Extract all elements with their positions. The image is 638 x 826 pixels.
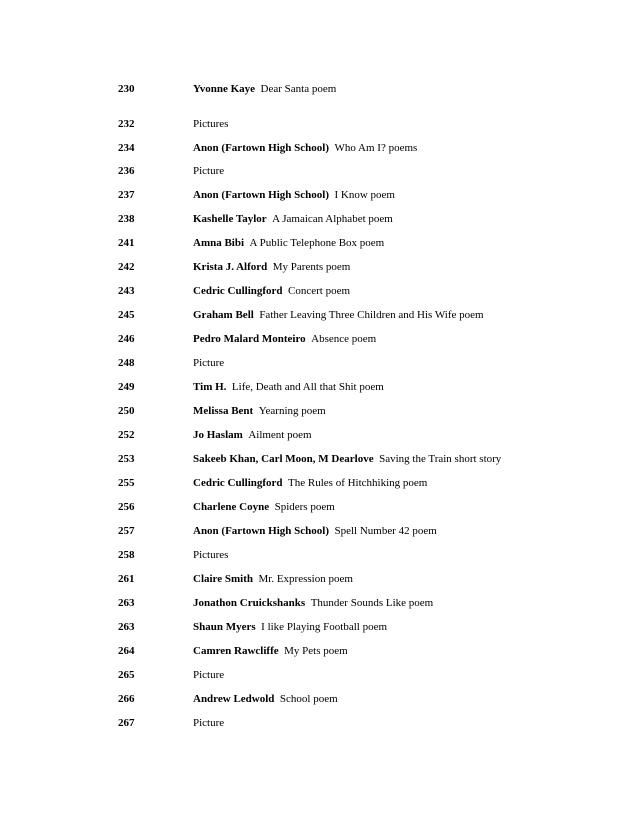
entry-title: Picture [193, 717, 225, 729]
entry-title: Life, Death and All that Shit poem [231, 381, 384, 393]
contents-entry [0, 81, 638, 97]
entry-author: Anon (Fartown High School) [193, 142, 329, 154]
page-number: 256 [118, 501, 135, 513]
entry-text [193, 643, 348, 659]
page-number: 265 [118, 669, 135, 681]
page-number: 232 [118, 118, 135, 130]
entry-title: Thunder Sounds Like poem [310, 597, 434, 609]
entry-text [193, 451, 501, 467]
entry-text [193, 499, 335, 515]
contents-entry [0, 619, 638, 635]
entry-text [193, 427, 312, 443]
entry-text [193, 235, 384, 251]
entry-title: Spiders poem [274, 501, 335, 513]
entry-text [193, 259, 350, 275]
entry-text [193, 187, 395, 203]
contents-entry [0, 499, 638, 515]
entry-title: Mr. Expression poem [258, 573, 353, 585]
contents-entry [0, 140, 638, 156]
entry-author: Charlene Coyne [193, 501, 270, 513]
page-number: 230 [118, 83, 135, 95]
page-number: 263 [118, 597, 135, 609]
entry-author: Anon (Fartown High School) [193, 189, 329, 201]
entry-text [193, 163, 224, 179]
entry-title: Pictures [193, 549, 229, 561]
contents-entry [0, 451, 638, 467]
page-number: 241 [118, 237, 135, 249]
contents-entry [0, 116, 638, 132]
contents-entry [0, 571, 638, 587]
entry-author: Andrew Ledwold [193, 693, 275, 705]
contents-entry [0, 283, 638, 299]
entry-text [193, 307, 484, 323]
page-number: 255 [118, 477, 135, 489]
entry-author: Kashelle Taylor [193, 213, 267, 225]
contents-entry [0, 523, 638, 539]
entry-title: Spell Number 42 poem [334, 525, 437, 537]
page-number: 248 [118, 357, 135, 369]
entry-author: Jo Haslam [193, 429, 243, 441]
contents-entry [0, 187, 638, 203]
entry-author: Claire Smith [193, 573, 253, 585]
contents-entry [0, 163, 638, 179]
page-number: 261 [118, 573, 135, 585]
entry-author: Anon (Fartown High School) [193, 525, 329, 537]
entry-author: Jonathon Cruickshanks [193, 597, 306, 609]
entry-text [193, 571, 353, 587]
contents-entry [0, 475, 638, 491]
entry-title: Picture [193, 165, 225, 177]
contents-entry [0, 259, 638, 275]
contents-entry [0, 211, 638, 227]
entry-text [193, 331, 376, 347]
page-number: 263 [118, 621, 135, 633]
contents-entry [0, 643, 638, 659]
contents-entry [0, 667, 638, 683]
entry-text [193, 619, 387, 635]
contents-entry [0, 715, 638, 731]
page-number: 252 [118, 429, 135, 441]
contents-entry [0, 235, 638, 251]
entry-title: The Rules of Hitchhiking poem [288, 477, 428, 489]
contents-entry [0, 547, 638, 563]
contents-entry [0, 307, 638, 323]
entry-author: Pedro Malard Monteiro [193, 333, 306, 345]
entry-author: Melissa Bent [193, 405, 254, 417]
entry-text [193, 140, 417, 156]
entry-text [193, 403, 326, 419]
entry-title: Picture [193, 669, 225, 681]
entry-author: Sakeeb Khan, Carl Moon, M Dearlove [193, 453, 374, 465]
page-number: 237 [118, 189, 135, 201]
entry-author: Cedric Cullingford [193, 285, 283, 297]
page-number: 243 [118, 285, 135, 297]
entry-author: Krista J. Alford [193, 261, 268, 273]
entry-title: I like Playing Football poem [261, 621, 388, 633]
entry-text [193, 379, 384, 395]
entry-title: School poem [279, 693, 338, 705]
contents-entry [0, 403, 638, 419]
entry-title: Absence poem [311, 333, 377, 345]
entry-title: A Jamaican Alphabet poem [272, 213, 393, 225]
entry-title: Who Am I? poems [334, 142, 418, 154]
entry-author: Shaun Myers [193, 621, 256, 633]
contents-entry [0, 331, 638, 347]
entry-text [193, 667, 224, 683]
entry-author: Yvonne Kaye [193, 83, 256, 95]
entry-title: My Parents poem [272, 261, 351, 273]
entry-text [193, 595, 433, 611]
entry-title: I Know poem [334, 189, 395, 201]
contents-entry [0, 427, 638, 443]
entry-text [193, 523, 437, 539]
entry-title: Saving the Train short story [379, 453, 502, 465]
entry-author: Amna Bibi [193, 237, 245, 249]
page-number: 253 [118, 453, 135, 465]
page-number: 245 [118, 309, 135, 321]
entry-text [193, 475, 427, 491]
page-number: 242 [118, 261, 135, 273]
page-number: 257 [118, 525, 135, 537]
contents-entry [0, 691, 638, 707]
page-number: 238 [118, 213, 135, 225]
entry-author: Graham Bell [193, 309, 254, 321]
entry-title: My Pets poem [284, 645, 348, 657]
entry-text [193, 715, 224, 731]
page-number: 264 [118, 645, 135, 657]
entry-title: Picture [193, 357, 225, 369]
entry-title: Pictures [193, 118, 229, 130]
entry-title: Ailment poem [248, 429, 312, 441]
entry-title: Concert poem [288, 285, 351, 297]
entry-text [193, 691, 338, 707]
entry-title: Yearning poem [258, 405, 326, 417]
entry-text [193, 355, 224, 371]
page-number: 266 [118, 693, 135, 705]
entry-title: Father Leaving Three Children and His Wife poem [259, 309, 484, 321]
entry-text [193, 211, 393, 227]
entry-text [193, 547, 228, 563]
entry-title: A Public Telephone Box poem [249, 237, 385, 249]
entry-text [193, 283, 350, 299]
entry-author: Camren Rawcliffe [193, 645, 279, 657]
page-number: 246 [118, 333, 135, 345]
page-number: 258 [118, 549, 135, 561]
page-number: 236 [118, 165, 135, 177]
entry-author: Tim H. [193, 381, 227, 393]
entry-text [193, 81, 336, 97]
page-number: 234 [118, 142, 135, 154]
entry-title: Dear Santa poem [260, 83, 337, 95]
page-number: 267 [118, 717, 135, 729]
entry-author: Cedric Cullingford [193, 477, 283, 489]
contents-entry [0, 595, 638, 611]
page-number: 249 [118, 381, 135, 393]
entry-text [193, 116, 228, 132]
contents-entry [0, 379, 638, 395]
contents-entry [0, 355, 638, 371]
page-number: 250 [118, 405, 135, 417]
